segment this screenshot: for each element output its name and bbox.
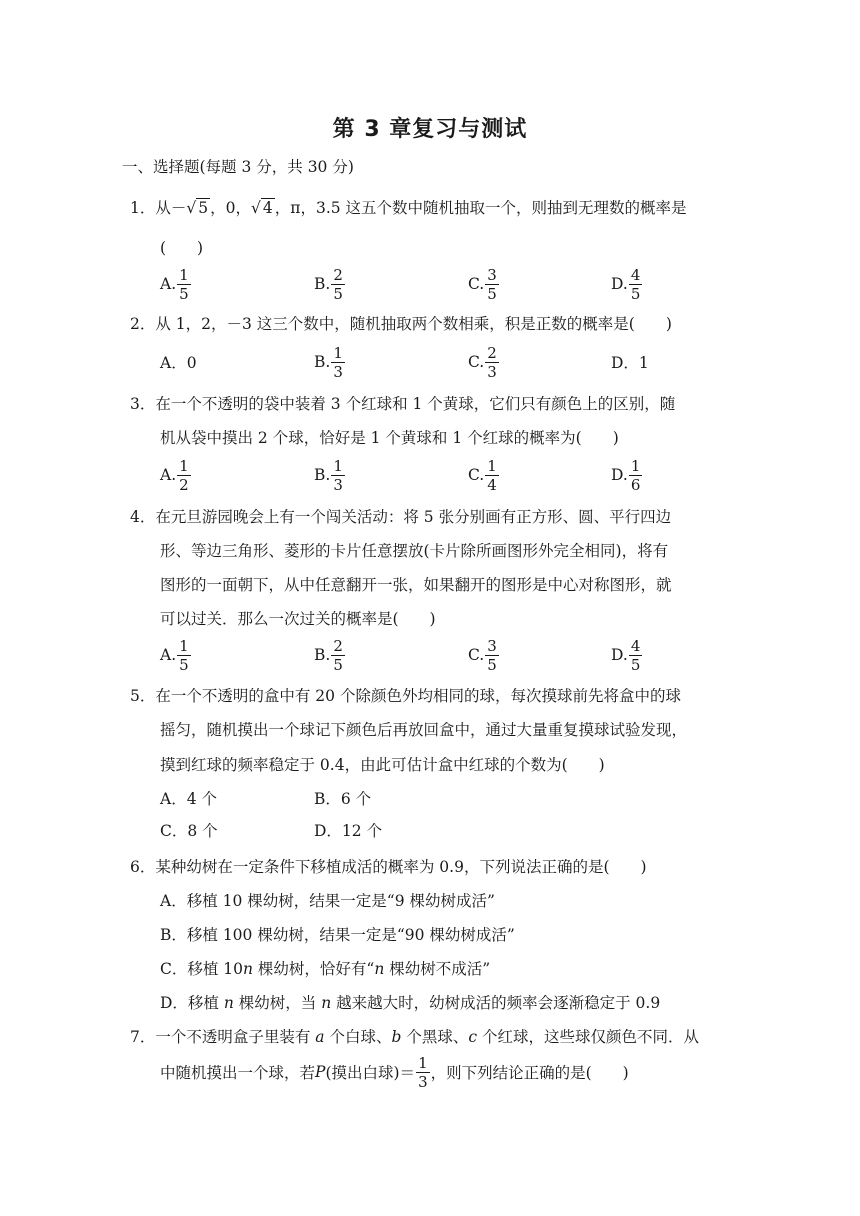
question-1-text-a: 1．从－ [130,199,187,217]
denominator: 2 [179,475,189,494]
question-6-stem: 6．某种幼树在一定条件下移植成活的概率为 0.9，下列说法正确的是( ) [130,858,647,876]
option-text: 棵幼树，恰好有“ [253,960,375,978]
option-a[interactable] [160,262,192,306]
option-a[interactable]: A．移植 10 棵幼树，结果一定是“9 棵幼树成活” [160,892,495,910]
radicand: 4 [262,199,273,217]
sqrt-expression: √ 5 [186,199,209,217]
denominator: 5 [487,655,497,674]
option-d[interactable] [611,340,649,384]
fraction [177,457,191,494]
option-c[interactable] [468,633,500,677]
numerator: 4 [630,265,641,284]
question-5-stem: 5．在一个不透明的盒中有 20 个除颜色外均相同的球，每次摸球前先将盒中的球 [130,687,681,705]
question-5-stem-line2: 摇匀，随机摸出一个球记下颜色后再放回盒中，通过大量重复摸球试验发现， [160,721,688,739]
numerator: 2 [333,265,343,284]
question-3-stem-line2: 机从袋中摸出 2 个球，恰好是 1 个黄球和 1 个红球的概率为( ) [160,429,619,447]
fraction [331,266,345,303]
numerator: 1 [179,456,189,475]
fraction [485,637,499,674]
numerator: 3 [487,265,497,284]
option-label: D. [611,275,628,293]
math-variable: c [468,1028,478,1046]
option-c[interactable]: C．8 个 [160,822,218,840]
option-label: A. [160,646,177,664]
page-title: 第 3 章复习与测试 [332,117,528,142]
option-label: D．1 [611,354,649,372]
question-text: ，则下列结论正确的是( ) [430,1064,629,1082]
question-3-stem: 3．在一个不透明的袋中装着 3 个红球和 1 个黄球，它们只有颜色上的区别，随 [130,395,676,413]
option-d[interactable]: D．12 个 [314,822,383,840]
fraction [416,1054,430,1091]
option-label: A. [160,275,177,293]
fraction [485,344,499,381]
fraction [629,637,643,674]
question-4-stem-line2: 形、等边三角形、菱形的卡片任意摆放(卡片除所画图形外完全相同)，将有 [160,542,669,560]
option-b[interactable] [314,453,346,497]
option-b[interactable] [314,340,346,384]
fraction [177,266,191,303]
numerator: 1 [418,1053,428,1072]
option-b[interactable]: B．移植 100 棵幼树，结果一定是“90 棵幼树成活” [160,926,515,944]
option-label: A. [160,466,177,484]
numerator: 3 [487,636,497,655]
option-label: D. [611,466,628,484]
sqrt-expression: √ 4 [251,199,273,217]
option-label: D. [611,646,628,664]
question-text: 中随机摸出一个球，若 [160,1064,316,1082]
option-a[interactable] [160,340,197,384]
math-variable: n [243,960,253,978]
numerator: 1 [179,265,189,284]
numerator: 4 [630,636,641,655]
option-c[interactable] [468,453,500,497]
numerator: 1 [333,456,343,475]
math-variable: n [223,994,234,1012]
question-text: (摸出白球)＝ [325,1064,416,1082]
option-label: C. [468,646,485,664]
option-d[interactable] [611,262,643,306]
math-variable: b [391,1028,402,1046]
denominator: 5 [179,284,189,303]
question-7-stem [130,1026,699,1048]
section-heading: 一、选择题(每题 3 分，共 30 分) [122,158,354,176]
option-c[interactable] [468,340,500,384]
denominator: 5 [333,655,343,674]
fraction [629,266,643,303]
denominator: 5 [333,284,343,303]
fraction [485,266,499,303]
fraction [485,457,499,494]
question-1-stem [130,197,687,219]
denominator: 5 [630,655,641,674]
question-4-stem-line4: 可以过关．那么一次过关的概率是( ) [160,610,436,628]
fraction [629,457,643,494]
option-text: D．移植 [160,994,224,1012]
numerator: 1 [487,456,497,475]
question-1-text-b: ，0， [210,199,252,217]
question-2-stem: 2．从 1，2，－3 这三个数中，随机抽取两个数相乘，积是正数的概率是( ) [130,315,672,333]
question-text: 个白球、 [324,1028,392,1046]
question-1-text-c: ，π，3.5 这五个数中随机抽取一个，则抽到无理数的概率是 [274,199,687,217]
question-text: 7．一个不透明盒子里装有 [130,1028,316,1046]
option-text: C．移植 10 [160,960,244,978]
question-7-stem-line2 [160,1050,629,1094]
denominator: 4 [487,475,497,494]
radicand: 5 [198,199,209,217]
fraction [331,457,345,494]
numerator: 1 [333,343,343,362]
numerator: 1 [630,456,641,475]
option-c[interactable] [160,958,490,980]
math-variable: a [315,1028,325,1046]
question-4-stem: 4．在元旦游园晚会上有一个闯关活动：将 5 张分别画有正方形、圆、平行四边 [130,508,672,526]
question-4-stem-line3: 图形的一面朝下，从中任意翻开一张，如果翻开的图形是中心对称图形，就 [160,576,672,594]
question-text: 个红球，这些球仅颜色不同．从 [477,1028,699,1046]
option-d[interactable] [611,453,643,497]
denominator: 3 [333,475,343,494]
fraction [177,637,191,674]
option-label: C. [468,466,485,484]
numerator: 1 [179,636,189,655]
numerator: 2 [333,636,343,655]
question-5-stem-line3: 摸到红球的频率稳定于 0.4，由此可估计盒中红球的个数为( ) [160,756,605,774]
option-a[interactable] [160,633,192,677]
option-text: 棵幼树不成活” [384,960,491,978]
option-d[interactable] [611,633,643,677]
option-b[interactable] [314,262,346,306]
option-label: A．0 [160,354,197,372]
option-b[interactable] [314,633,346,677]
math-variable: n [374,960,385,978]
option-text: 越来越大时，幼树成活的频率会逐渐稳定于 0.9 [331,994,661,1012]
option-a[interactable]: A．4 个 [160,790,217,808]
fraction [331,637,345,674]
question-text: 个黑球、 [401,1028,469,1046]
option-label: B. [314,275,331,293]
denominator: 5 [179,655,189,674]
option-label: C. [468,275,485,293]
option-b[interactable]: B．6 个 [314,790,372,808]
option-c[interactable] [468,262,500,306]
numerator: 2 [487,343,497,362]
denominator: 3 [333,362,343,381]
denominator: 3 [487,362,497,381]
denominator: 6 [630,475,641,494]
question-1-stem-line2: ( ) [160,239,204,257]
math-variable: P [315,1063,326,1081]
option-label: C. [468,353,485,371]
option-label: B. [314,646,331,664]
option-text: 棵幼树，当 [233,994,322,1012]
option-d[interactable] [160,992,660,1014]
option-a[interactable] [160,453,192,497]
math-variable: n [321,994,332,1012]
option-label: B. [314,466,331,484]
denominator: 5 [630,284,641,303]
denominator: 5 [487,284,497,303]
fraction [331,344,345,381]
denominator: 3 [418,1072,428,1091]
option-label: B. [314,353,331,371]
